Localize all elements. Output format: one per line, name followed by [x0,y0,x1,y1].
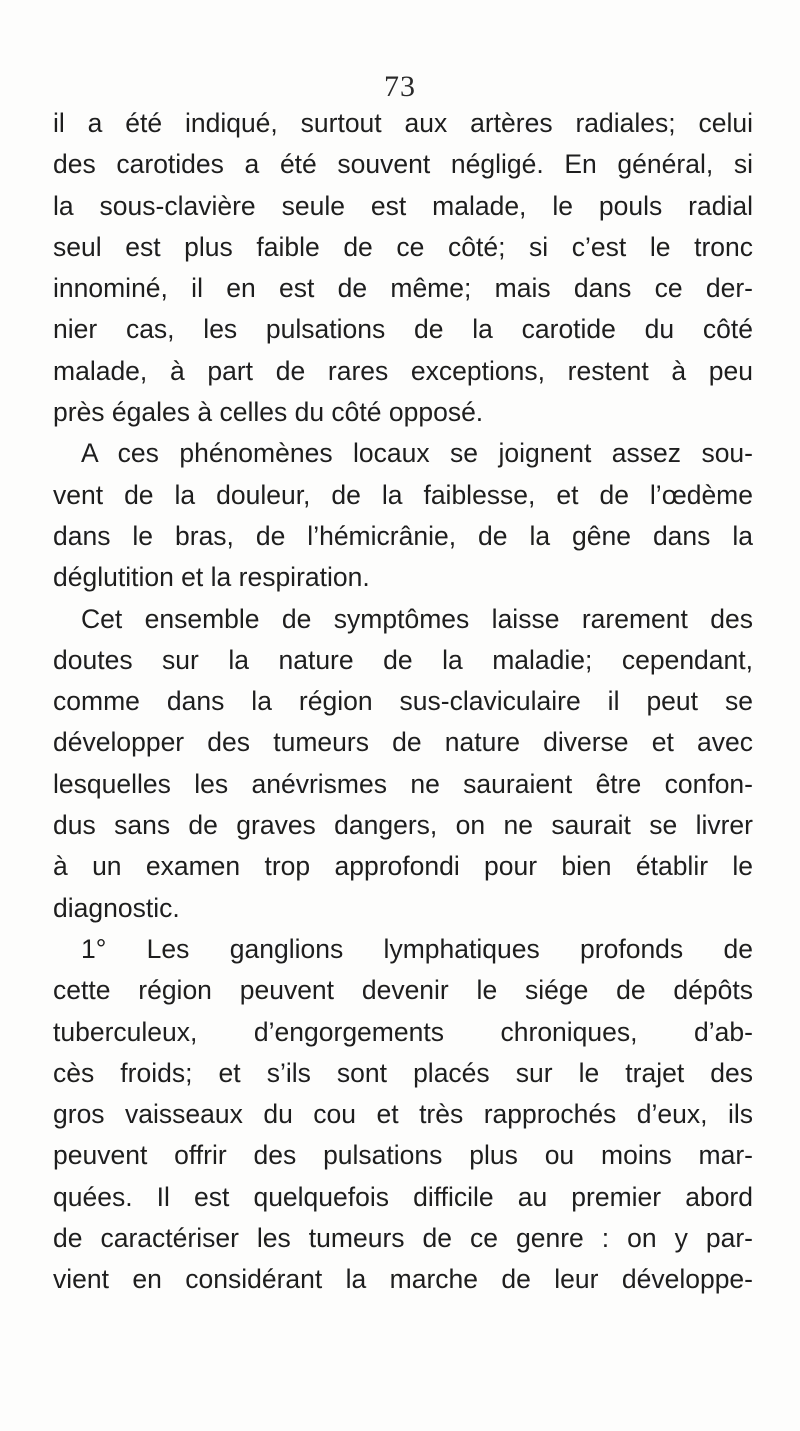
text-line: à un examen trop approfondi pour bien établir le [53,851,753,882]
text-line: de caractériser les tumeurs de ce genre : on y par- [53,1223,753,1254]
page-number: 73 [384,70,416,103]
text-line: Cet ensemble de symptômes laisse rarement des [81,603,753,634]
text-line: dus sans de graves dangers, on ne saurait se livrer [53,810,753,841]
text-line: dans le bras, de l’hémicrânie, de la gêne dans la [53,520,753,551]
text-line: diagnostic. [53,892,180,923]
text-line: tuberculeux, d’engorgements chroniques, d’ab- [53,1016,753,1047]
text-line: vent de la douleur, de la faiblesse, et de l’œdème [53,479,753,510]
text-line: malade, à part de rares exceptions, restent à peu [53,355,753,386]
text-line: quées. Il est quelquefois difficile au premier abord [53,1181,753,1212]
text-line: gros vaisseaux du cou et très rapprochés d’eux, ils [53,1099,753,1130]
body-text [53,103,753,1301]
text-line: nier cas, les pulsations de la carotide du côté [53,314,753,345]
text-line: près égales à celles du côté opposé. [53,397,484,428]
text-line: doutes sur la nature de la maladie; cependant, [53,644,753,675]
text-line: des carotides a été souvent négligé. En général, si [53,149,753,180]
text-line: vient en considérant la marche de leur développe- [53,1264,753,1295]
text-line: 1° Les ganglions lymphatiques profonds de [81,933,753,964]
text-line: A ces phénomènes locaux se joignent assez sou- [81,438,753,469]
text-line: cette région peuvent devenir le siége de dépôts [53,975,753,1006]
text-line: déglutition et la respiration. [53,562,370,593]
text-line: innominé, il en est de même; mais dans ce der- [53,273,753,304]
text-line: lesquelles les anévrismes ne sauraient être confon- [53,768,753,799]
text-line: développer des tumeurs de nature diverse et avec [53,727,753,758]
text-line: comme dans la région sus-claviculaire il peut se [53,686,753,717]
text-line: peuvent offrir des pulsations plus ou moins mar- [53,1140,753,1171]
text-line: cès froids; et s’ils sont placés sur le trajet des [53,1057,753,1088]
text-line: seul est plus faible de ce côté; si c’est le tronc [53,231,753,262]
text-line: il a été indiqué, surtout aux artères radiales; celui [53,108,753,138]
text-line: la sous-clavière seule est malade, le pouls radial [53,190,753,221]
